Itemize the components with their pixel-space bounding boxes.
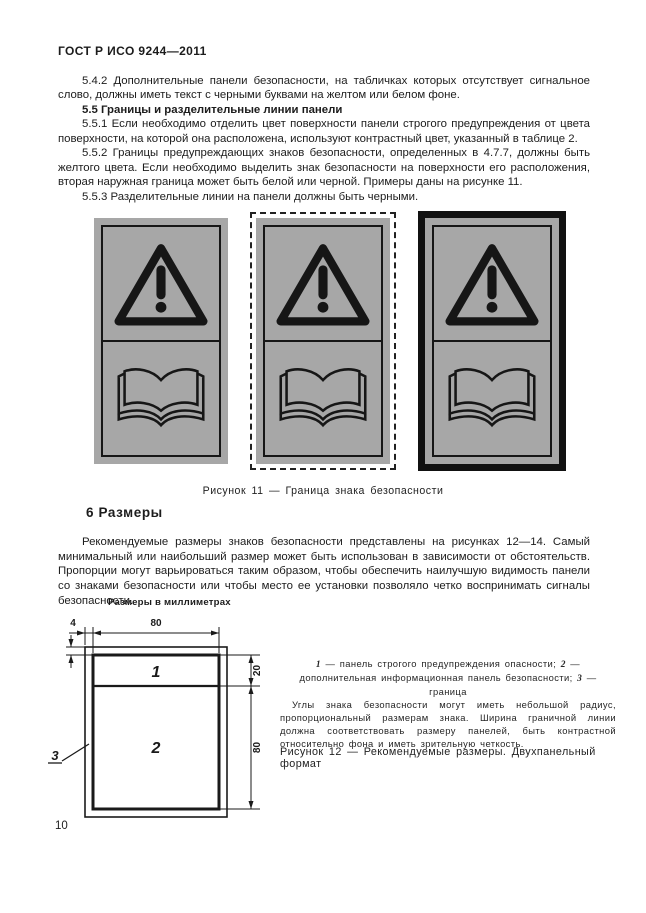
dim-border-width: 4 — [70, 618, 76, 629]
dim-panel-width: 80 — [150, 618, 162, 629]
paragraph-5-5-3: 5.5.3 Разделительные линии на панели должны быть черными. — [82, 190, 419, 203]
body-text — [58, 74, 590, 204]
panel1-label: 1 — [151, 664, 161, 681]
safety-sign-panel-white-border — [250, 212, 396, 470]
paragraph-5-4-2: 5.4.2 Дополнительные панели безопасности, на табличках которых отсутствует сигнальное слово, должны иметь текст с черными буквами на желтом или белом фоне. — [58, 75, 590, 102]
legend-item-num: 1 — [315, 660, 321, 670]
legend-item-num: 2 — [560, 660, 566, 670]
figure11-panels — [14, 208, 646, 474]
paragraph-6: Рекомендуемые размеры знаков безопасности представлены на рисунках 12—14. Самый минимальный или наибольший размер может быть использован в зависимости от обстоятельств. Пропорции могут варьироваться таким образом, чтобы обеспечить наилучшую видимость панели со знаками безопасности или чтобы место ее установки позволяло четко воспринимать сигналы безопасности. — [58, 536, 590, 607]
heading-6: 6 Размеры — [86, 505, 163, 520]
legend-item-text: — панель строгого предупреждения опасности; — [321, 658, 561, 669]
warning-triangle-icon — [273, 240, 373, 328]
paragraph-5-5-1: 5.5.1 Если необходимо отделить цвет поверхности панели строгого предупреждения от цвета поверхности, на которой она расположена, используют контрастный цвет, указанный в таблице 2. — [58, 118, 590, 145]
warning-triangle-icon — [442, 240, 542, 328]
figure12-drawing — [42, 611, 282, 826]
figure12-legend — [280, 658, 616, 751]
heading-5-5: 5.5 Границы и разделительные линии панели — [82, 103, 343, 116]
open-book-icon — [272, 361, 374, 437]
warning-triangle-icon — [111, 240, 211, 328]
panel2-label: 2 — [151, 740, 161, 757]
paragraph-5-5-2: 5.5.2 Границы предупреждающих знаков безопасности, определенных в 4.7.7, должны быть желтого цвета. Если необходимо выделить знак безопасности на поверхности его расположения, вторая наружная граница может быть белой или черной. Примеры даны на рисунке 11. — [58, 147, 590, 189]
figure12-legend-key — [280, 658, 616, 698]
safety-sign-panel-plain — [94, 218, 228, 464]
units-label: Размеры в миллиметрах — [108, 597, 231, 608]
dim-panel2-height: 80 — [252, 741, 263, 754]
legend-item-text: — граница — [429, 671, 597, 697]
figure12-caption: Рисунок 12 — Рекомендуемые размеры. Двухпанельный формат — [280, 746, 596, 770]
safety-sign-panel-black-border — [418, 211, 566, 471]
legend-item-text: — дополнительная информационная панель безопасности; — [299, 658, 581, 683]
open-book-icon — [441, 361, 543, 437]
border-ref-label: 3 — [51, 748, 59, 763]
dim-panel1-height: 20 — [252, 664, 263, 677]
legend-item-num: 3 — [577, 673, 583, 684]
page-number: 10 — [55, 820, 68, 832]
figure12-note: Углы знака безопасности могут иметь небольшой радиус, пропорциональный размерам знака. Ширина граничной линии должна соответствовать размеру панелей, быть контрастной относительно фона и иметь зрительную четкость. — [280, 699, 616, 749]
document-header: ГОСТ Р ИСО 9244—2011 — [58, 44, 207, 58]
figure11-caption: Рисунок 11 — Граница знака безопасности — [202, 485, 444, 497]
open-book-icon — [110, 361, 212, 437]
